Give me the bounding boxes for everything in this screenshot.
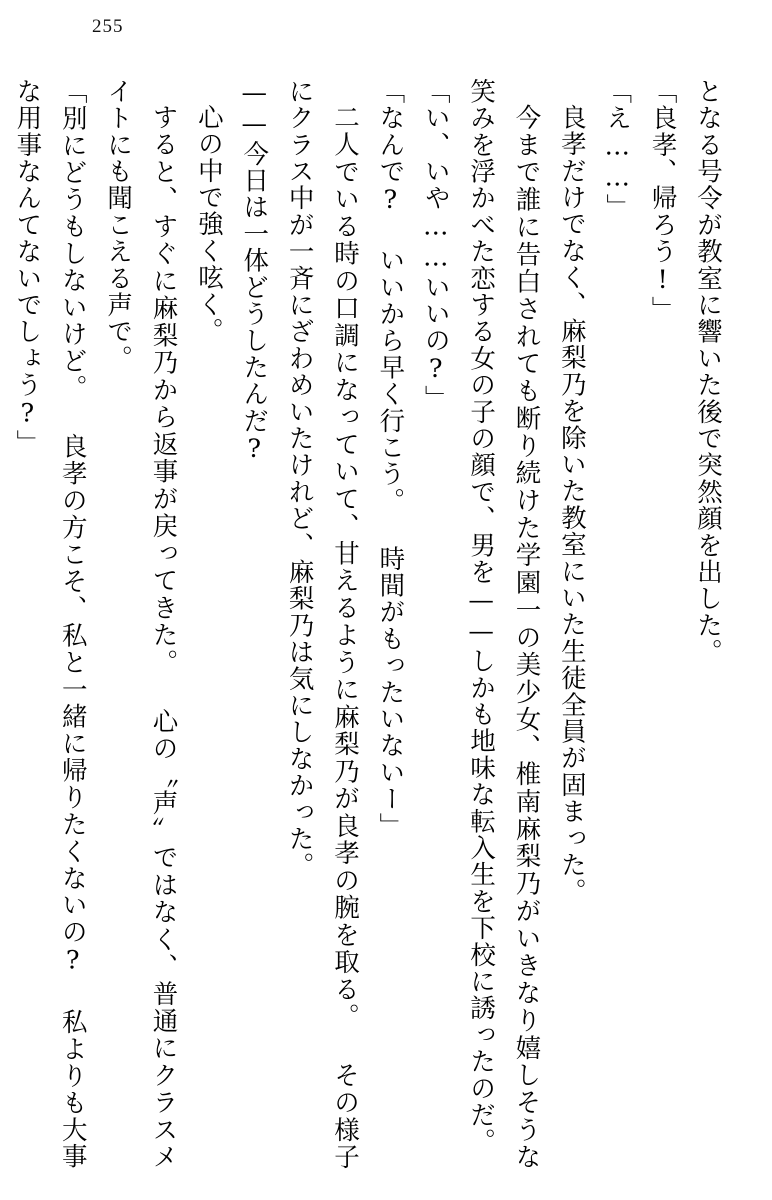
paragraph: 良孝だけでなく、麻梨乃を除いた教室にいた生徒全員が固まった。 xyxy=(556,103,587,905)
paragraph: 心の中で強く呟く。 xyxy=(193,103,224,344)
paragraph: 「なんで? いいから早く行こう。 時間がもったいないー」 xyxy=(375,78,406,840)
paragraph: 「良孝、帰ろう!」 xyxy=(647,78,678,323)
paragraph: 二人でいる時の口調になっていて、甘えるように麻梨乃が良孝の腕を取る。 その様子にクラス中が一斉にざわめいたけれど、麻梨乃は気にしなかった。 xyxy=(284,78,360,1170)
page-text-body xyxy=(12,78,730,1170)
page-number: 255 xyxy=(92,16,124,37)
paragraph: 今まで誰に告白されても断り続けた学園一の美少女、椎南麻梨乃がいきなり嬉しそうな笑みを浮かべた恋する女の子の顔で、男を——しかも地味な転入生を下校に誘ったのだ。 xyxy=(466,78,542,1170)
paragraph: 「え……」 xyxy=(602,78,633,221)
paragraph: 「別にどうもしないけど。 良孝の方こそ、私と一緒に帰りたくないの? 私よりも大事な用事なんてないでしょう?」 xyxy=(12,78,88,1170)
paragraph: ——今日は一体どうしたんだ? xyxy=(239,78,270,466)
paragraph: すると、すぐに麻梨乃から返事が戻ってきた。 心の〝声〟ではなく、普通にクラスメイトにも聞こえる声で。 xyxy=(103,78,179,1170)
paragraph: となる号令が教室に響いた後で突然顔を出した。 xyxy=(693,78,723,666)
paragraph: 「い、いや……いいの?」 xyxy=(420,78,451,412)
